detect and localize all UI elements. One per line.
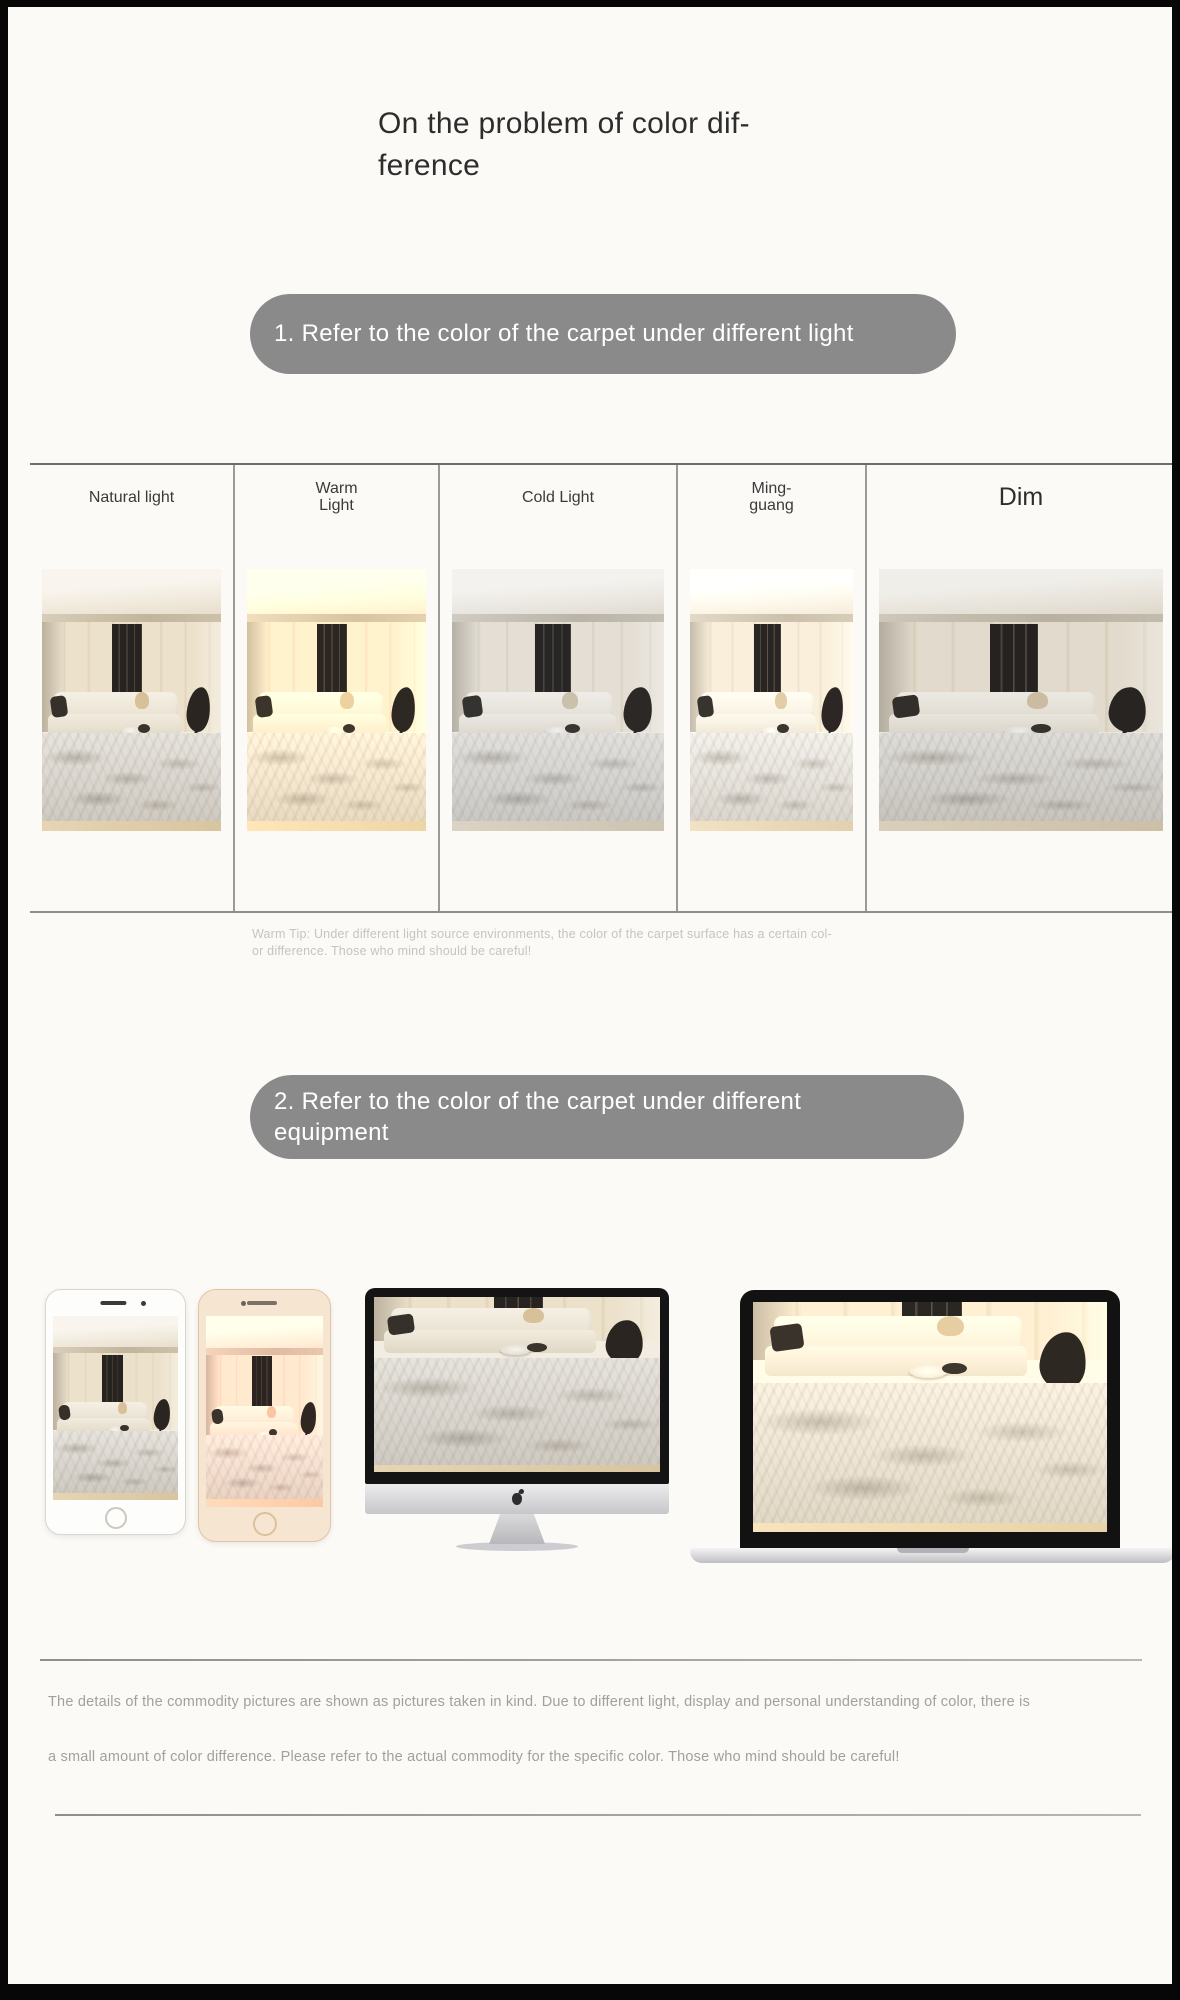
room-ceiling xyxy=(42,569,221,619)
apple-logo-icon xyxy=(512,1493,522,1505)
column-header-warm-light xyxy=(235,465,438,529)
carpet xyxy=(374,1358,660,1465)
wood-floor xyxy=(452,821,664,831)
wood-floor xyxy=(374,1465,660,1472)
section-2-banner-line1: 2. Refer to the color of the carpet under different xyxy=(274,1088,802,1115)
light-column-cold xyxy=(440,465,678,911)
room-photo-cold-light xyxy=(452,569,664,831)
column-header-natural-light xyxy=(30,465,233,529)
carpet xyxy=(206,1435,323,1499)
room-photo-dim xyxy=(879,569,1163,831)
light-column-dim xyxy=(867,465,1175,911)
monitor-screen xyxy=(365,1288,669,1484)
home-button-icon xyxy=(253,1512,277,1536)
phone-top-bezel xyxy=(199,1290,330,1316)
disclaimer-text xyxy=(48,1694,1138,1765)
phone-top-bezel xyxy=(46,1290,185,1316)
page-title xyxy=(378,103,750,187)
carpet xyxy=(753,1383,1107,1523)
dark-pillow xyxy=(255,695,274,718)
wood-floor xyxy=(42,821,221,831)
monitor-stand xyxy=(489,1514,545,1544)
frame-top-edge xyxy=(0,0,1180,7)
wood-floor xyxy=(879,821,1163,831)
light-comparison-table xyxy=(30,463,1175,913)
carpet xyxy=(879,733,1163,821)
wood-floor xyxy=(53,1493,178,1500)
frame-bottom-bar xyxy=(0,1984,1180,2000)
disclaimer-line2: a small amount of color difference. Please refer to the actual commodity for the specific color. Those who mind should be careful! xyxy=(48,1749,900,1765)
light-column-mingguang xyxy=(678,465,867,911)
room-photo-mingguang xyxy=(690,569,853,831)
dark-pillow xyxy=(697,695,714,718)
column-header-cold-light xyxy=(440,465,676,529)
speaker-grille-icon xyxy=(247,1301,277,1305)
page-title-line1: On the problem of color dif- xyxy=(378,107,750,140)
wood-floor xyxy=(206,1499,323,1507)
section-2-banner xyxy=(250,1075,964,1159)
warm-tip-line1: Warm Tip: Under different light source environments, the color of the carpet surface has a certain col- xyxy=(252,927,832,941)
room-ceiling xyxy=(690,569,853,619)
sofa-seat xyxy=(384,1330,596,1353)
wood-floor xyxy=(753,1523,1107,1532)
carpet xyxy=(247,733,426,821)
frame-right-edge xyxy=(1172,0,1180,2000)
room-ceiling xyxy=(53,1316,178,1351)
room-ceiling xyxy=(247,569,426,619)
warm-tip-line2: or difference. Those who mind should be careful! xyxy=(252,944,532,958)
section-2-banner-line2: equipment xyxy=(274,1119,389,1146)
column-header-dim xyxy=(867,465,1175,529)
large-smartphone-device xyxy=(45,1289,186,1535)
desktop-monitor-device xyxy=(365,1288,669,1551)
dark-pillow xyxy=(211,1408,224,1425)
header-label: Natural light xyxy=(88,488,175,506)
tan-pillow xyxy=(135,692,148,709)
divider-line xyxy=(40,1659,1142,1661)
header-label: guang xyxy=(749,497,794,514)
header-label: Dim xyxy=(998,482,1044,511)
carpet xyxy=(690,733,853,821)
tan-pillow xyxy=(1027,692,1048,709)
dark-pillow xyxy=(50,695,69,718)
room-photo-natural-light xyxy=(42,569,221,831)
header-label: Ming- xyxy=(751,480,792,497)
page-title-line2: ference xyxy=(378,149,481,182)
carpet xyxy=(452,733,664,821)
side-table xyxy=(343,724,356,733)
tan-pillow xyxy=(775,692,787,709)
side-table xyxy=(565,724,580,733)
room-ceiling xyxy=(206,1316,323,1352)
phone-bottom-bezel xyxy=(46,1500,185,1534)
wood-floor xyxy=(247,821,426,831)
side-table xyxy=(1031,724,1051,733)
room-ceiling xyxy=(879,569,1163,619)
dark-pillow xyxy=(387,1313,415,1336)
section-1-banner-label: 1. Refer to the color of the carpet under different light xyxy=(274,320,854,347)
laptop-lid-notch xyxy=(897,1548,969,1553)
home-button-icon xyxy=(105,1507,127,1529)
wood-floor xyxy=(690,821,853,831)
speaker-grille-icon xyxy=(100,1301,126,1305)
warm-tip-text xyxy=(252,926,832,960)
side-table xyxy=(777,724,788,733)
section-1-banner xyxy=(250,294,956,374)
room-photo-warm-light xyxy=(247,569,426,831)
dark-pillow xyxy=(461,695,483,718)
tan-pillow xyxy=(937,1316,964,1337)
side-table xyxy=(138,724,151,733)
sofa-seat xyxy=(765,1346,1027,1376)
laptop-screen xyxy=(740,1290,1120,1548)
light-column-natural xyxy=(30,465,235,911)
carpet xyxy=(53,1431,178,1493)
header-label: Cold Light xyxy=(521,488,595,506)
light-column-warm xyxy=(235,465,440,911)
phone-screen xyxy=(53,1316,178,1500)
disclaimer-line1: The details of the commodity pictures are shown as pictures taken in kind. Due to different light, display and personal understanding of color, there is xyxy=(48,1694,1031,1710)
gold-smartphone-device xyxy=(198,1289,331,1542)
frame-left-edge xyxy=(0,0,8,2000)
carpet xyxy=(42,733,221,821)
phone-screen xyxy=(206,1316,323,1507)
tan-pillow xyxy=(562,692,578,709)
divider-line xyxy=(55,1814,1141,1816)
header-label: Light xyxy=(319,497,354,514)
tan-pillow xyxy=(523,1308,544,1324)
camera-dot-icon xyxy=(141,1301,146,1306)
dark-pillow xyxy=(892,694,920,718)
dark-pillow xyxy=(769,1323,804,1352)
room-ceiling xyxy=(452,569,664,619)
monitor-chin xyxy=(365,1484,669,1514)
tan-pillow xyxy=(267,1406,276,1418)
tan-pillow xyxy=(340,692,353,709)
header-label: Warm xyxy=(315,480,358,497)
column-header-mingguang xyxy=(678,465,865,529)
laptop-base xyxy=(690,1548,1175,1563)
phone-bottom-bezel xyxy=(199,1507,330,1541)
camera-dot-icon xyxy=(241,1301,246,1306)
